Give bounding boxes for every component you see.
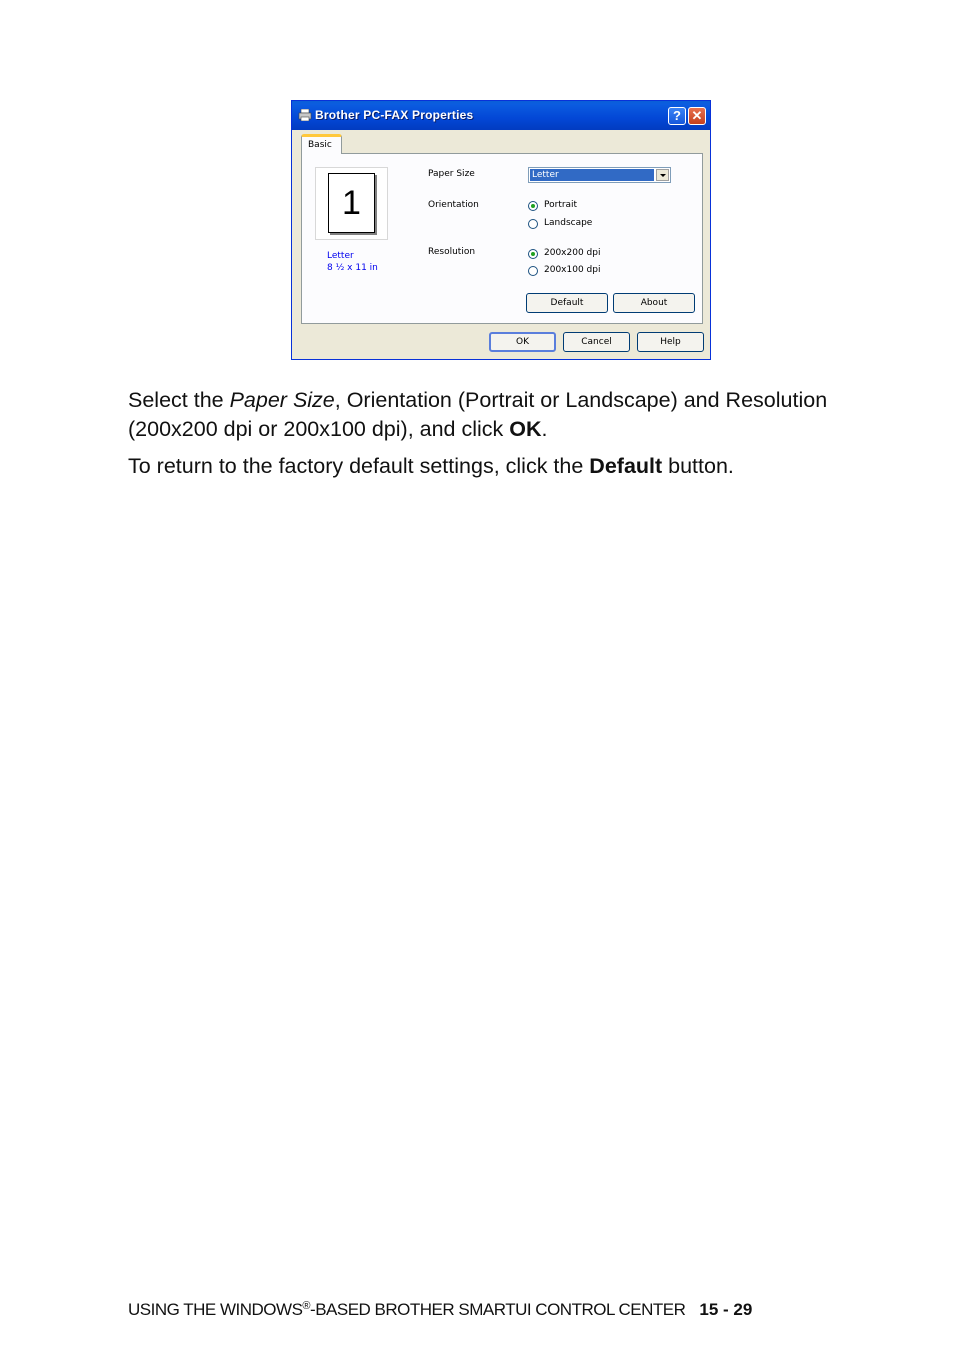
fax-printer-icon — [298, 109, 312, 121]
instruction-paragraph — [128, 386, 848, 444]
tab-basic[interactable] — [301, 134, 342, 154]
resolution-label: Resolution — [428, 247, 476, 257]
paper-dimensions: 8 ½ x 11 in — [327, 263, 378, 273]
paper-size-select[interactable] — [528, 167, 671, 183]
paper-info — [327, 250, 378, 274]
p1-text-a: Select the — [128, 388, 230, 412]
paper-size-label: Paper Size — [428, 169, 475, 179]
radio-unselected-icon[interactable] — [528, 219, 538, 229]
footer-left: USING THE WINDOWS — [128, 1300, 303, 1319]
orientation-landscape-label: Landscape — [544, 218, 593, 228]
footer-right: -BASED BROTHER SMARTUI CONTROL CENTER — [310, 1300, 686, 1319]
footer-registered: ® — [302, 1300, 311, 1312]
close-button[interactable]: ✕ — [688, 107, 706, 125]
ok-button[interactable]: OK — [489, 332, 556, 352]
paper-name: Letter — [327, 251, 354, 261]
p1-text-b: , Orientation (Portrait or Landscape) and Resolution (200x200 dpi or 200x100 dpi), and click — [128, 388, 828, 441]
page-footer — [128, 1300, 752, 1320]
page-preview-icon: 1 — [328, 173, 375, 233]
chevron-down-icon[interactable] — [656, 169, 669, 181]
p1-text-c: . — [541, 417, 548, 441]
tab-basic-label: Basic — [308, 140, 332, 150]
p1-ok: OK — [509, 417, 542, 441]
resolution-200x100-label: 200x100 dpi — [544, 265, 601, 275]
window-title: Brother PC-FAX Properties — [315, 108, 474, 122]
p1-paper-size: Paper Size — [229, 388, 335, 412]
radio-selected-icon[interactable] — [528, 249, 538, 259]
cancel-button[interactable]: Cancel — [563, 332, 630, 352]
basic-panel — [301, 153, 703, 324]
help-title-button[interactable]: ? — [668, 107, 686, 125]
help-button[interactable]: Help — [637, 332, 704, 352]
p2-text-a: To return to the factory default settings, click the — [128, 454, 590, 478]
default-button[interactable]: Default — [526, 293, 608, 313]
title-bar[interactable] — [292, 101, 710, 130]
p2-text-b: button. — [662, 454, 734, 478]
orientation-label: Orientation — [428, 200, 479, 210]
radio-unselected-icon[interactable] — [528, 266, 538, 276]
default-paragraph — [128, 452, 848, 481]
about-button[interactable]: About — [613, 293, 695, 313]
p2-default: Default — [589, 454, 663, 478]
radio-selected-icon[interactable] — [528, 201, 538, 211]
pc-fax-properties-dialog — [291, 100, 711, 360]
paper-size-value: Letter — [530, 169, 654, 181]
paper-preview — [315, 167, 388, 240]
resolution-200x200-label: 200x200 dpi — [544, 248, 601, 258]
orientation-portrait-label: Portrait — [544, 200, 578, 210]
page-number: 15 - 29 — [699, 1300, 753, 1319]
